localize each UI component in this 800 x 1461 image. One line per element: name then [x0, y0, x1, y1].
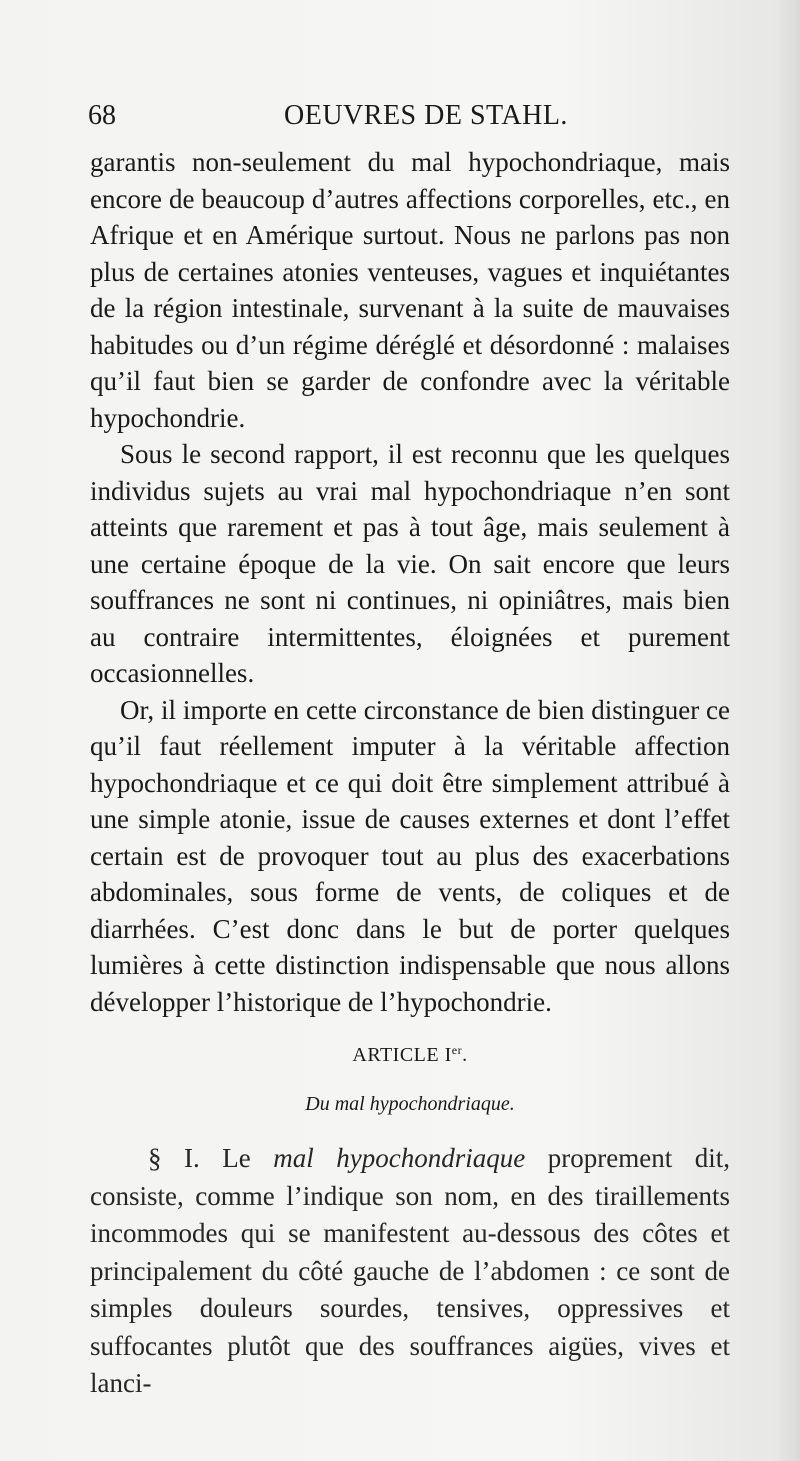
article-heading-end: .	[462, 1044, 468, 1066]
running-title: OEUVRES DE STAHL.	[284, 100, 568, 131]
section-body: proprement dit, consiste, comme l’indique son nom, en des tiraillements incommodes qui se manifestent au-dessous des côtes et principalement du côté gauche de l’abdomen : ce sont de simples douleurs sourdes, tensives, oppressives et suffocantes plutôt que des souffrances aigües, vives et lanci-	[90, 1143, 730, 1398]
body-text	[90, 144, 730, 1020]
article-heading	[90, 1036, 730, 1069]
article-heading-text: ARTICLE I	[352, 1044, 452, 1066]
article-subtitle: Du mal hypochondriaque.	[305, 1093, 515, 1115]
section-term: mal hypochondriaque	[273, 1143, 526, 1173]
paragraph-1: garantis non-seulement du mal hypochondriaque, mais encore de beaucoup d’autres affections corporelles, etc., en Afrique et en Amérique surtout. Nous ne parlons pas non plus de certaines atonies venteuses, vagues et inquiétantes de la région intestinale, survenant à la suite de mauvaises habitudes ou d’un régime déréglé et désordonné : malaises qu’il faut bien se garder de confondre avec la véritable hypochondrie.	[90, 147, 730, 433]
section-text	[90, 1140, 730, 1403]
section-paragraph	[90, 1140, 730, 1403]
paragraph-2: Sous le second rapport, il est reconnu que les quelques individus sujets au vrai mal hypochondriaque n’en sont atteints que rarement et pas à tout âge, mais seulement à une certaine époque de la vie. On sait encore que leurs souffrances ne sont ni continues, ni opiniâtres, mais bien au contraire intermittentes, éloignées et purement occasionnelles.	[90, 439, 730, 688]
running-head	[88, 96, 728, 136]
article-heading-superscript: er	[451, 1043, 463, 1057]
page-number: 68	[88, 100, 116, 131]
section-lead: § I. Le	[148, 1143, 274, 1173]
paragraph-3: Or, il importe en cette circonstance de bien distinguer ce qu’il faut réellement imputer à la véritable affection hypochondriaque et ce qui doit être simplement attribué à une simple atonie, issue de causes externes et dont l’effet certain est de provoquer tout au plus des exacerbations abdominales, sous forme de vents, de coliques et de diarrhées. C’est donc dans le but de porter quelques lumières à cette distinction indispensable que nous allons développer l’historique de l’hypochondrie.	[90, 694, 730, 1017]
